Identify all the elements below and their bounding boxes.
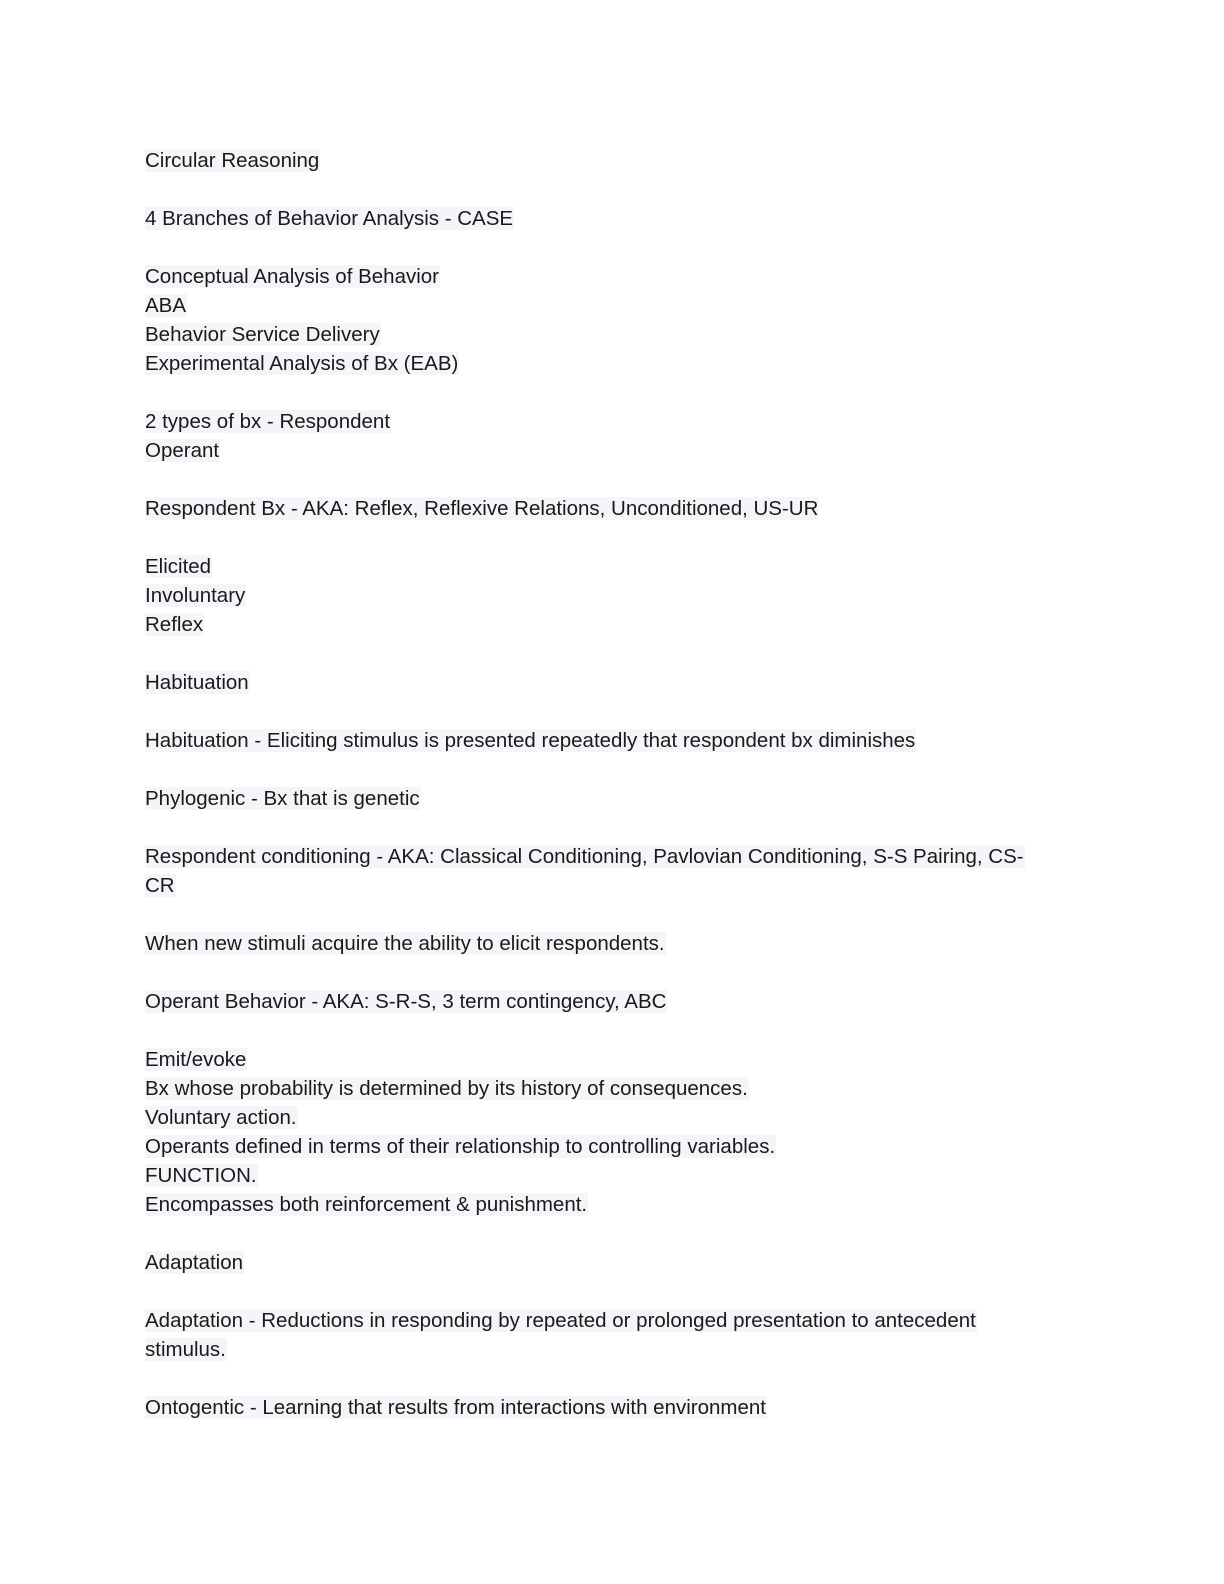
text-line <box>145 1103 1065 1132</box>
text-line <box>145 1045 1065 1074</box>
text-line <box>145 987 1065 1016</box>
line-text: Respondent Bx - AKA: Reflex, Reflexive Relations, Unconditioned, US-UR <box>145 497 819 520</box>
line-text: Operants defined in terms of their relationship to controlling variables. <box>145 1135 776 1158</box>
text-line <box>145 1306 1065 1335</box>
line-text: Adaptation <box>145 1251 244 1274</box>
text-block <box>145 262 1065 378</box>
text-block <box>145 407 1065 465</box>
line-text: Adaptation - Reductions in responding by repeated or prolonged presentation to antecedent <box>145 1309 976 1332</box>
text-line <box>145 929 1065 958</box>
text-block <box>145 842 1065 900</box>
line-text: When new stimuli acquire the ability to elicit respondents. <box>145 932 665 955</box>
text-block <box>145 146 1065 175</box>
text-line <box>145 204 1065 233</box>
text-line <box>145 1074 1065 1103</box>
line-text: ABA <box>145 294 187 317</box>
line-text: stimulus. <box>145 1338 226 1361</box>
line-text: Circular Reasoning <box>145 149 320 172</box>
text-block <box>145 1045 1065 1219</box>
line-text: Habituation - Eliciting stimulus is presented repeatedly that respondent bx diminishes <box>145 729 916 752</box>
text-line <box>145 407 1065 436</box>
text-line <box>145 1393 1065 1422</box>
line-text: Bx whose probability is determined by its history of consequences. <box>145 1077 748 1100</box>
line-text: Habituation <box>145 671 249 694</box>
text-block <box>145 494 1065 523</box>
line-text: Voluntary action. <box>145 1106 297 1129</box>
text-block <box>145 204 1065 233</box>
line-text: Ontogentic - Learning that results from interactions with environment <box>145 1396 766 1419</box>
text-line <box>145 494 1065 523</box>
text-block <box>145 726 1065 755</box>
text-block <box>145 784 1065 813</box>
line-text: Operant <box>145 439 220 462</box>
text-line <box>145 291 1065 320</box>
line-text: FUNCTION. <box>145 1164 257 1187</box>
line-text: Experimental Analysis of Bx (EAB) <box>145 352 459 375</box>
text-block <box>145 668 1065 697</box>
line-text: 2 types of bx - Respondent <box>145 410 391 433</box>
text-line <box>145 1190 1065 1219</box>
line-text: Reflex <box>145 613 204 636</box>
line-text: Emit/evoke <box>145 1048 247 1071</box>
line-text: Operant Behavior - AKA: S-R-S, 3 term contingency, ABC <box>145 990 667 1013</box>
line-text: Phylogenic - Bx that is genetic <box>145 787 420 810</box>
line-text: Encompasses both reinforcement & punishment. <box>145 1193 588 1216</box>
document-body <box>145 146 1065 1451</box>
text-line <box>145 436 1065 465</box>
text-line <box>145 784 1065 813</box>
text-line <box>145 1161 1065 1190</box>
text-line <box>145 262 1065 291</box>
text-line <box>145 1335 1065 1364</box>
text-line <box>145 349 1065 378</box>
line-text: Elicited <box>145 555 212 578</box>
text-line <box>145 552 1065 581</box>
text-block <box>145 987 1065 1016</box>
text-block <box>145 1306 1065 1364</box>
line-text: Conceptual Analysis of Behavior <box>145 265 440 288</box>
text-line <box>145 726 1065 755</box>
line-text: Behavior Service Delivery <box>145 323 380 346</box>
text-block <box>145 1248 1065 1277</box>
text-line <box>145 146 1065 175</box>
text-block <box>145 552 1065 639</box>
line-text: 4 Branches of Behavior Analysis - CASE <box>145 207 514 230</box>
line-text: CR <box>145 874 175 897</box>
text-line <box>145 842 1065 871</box>
text-line <box>145 320 1065 349</box>
text-line <box>145 610 1065 639</box>
line-text: Respondent conditioning - AKA: Classical Conditioning, Pavlovian Conditioning, S-S Pairing, CS- <box>145 845 1024 868</box>
text-line <box>145 1248 1065 1277</box>
text-line <box>145 871 1065 900</box>
text-line <box>145 1132 1065 1161</box>
text-block <box>145 929 1065 958</box>
text-block <box>145 1393 1065 1422</box>
text-line <box>145 581 1065 610</box>
text-line <box>145 668 1065 697</box>
line-text: Involuntary <box>145 584 246 607</box>
